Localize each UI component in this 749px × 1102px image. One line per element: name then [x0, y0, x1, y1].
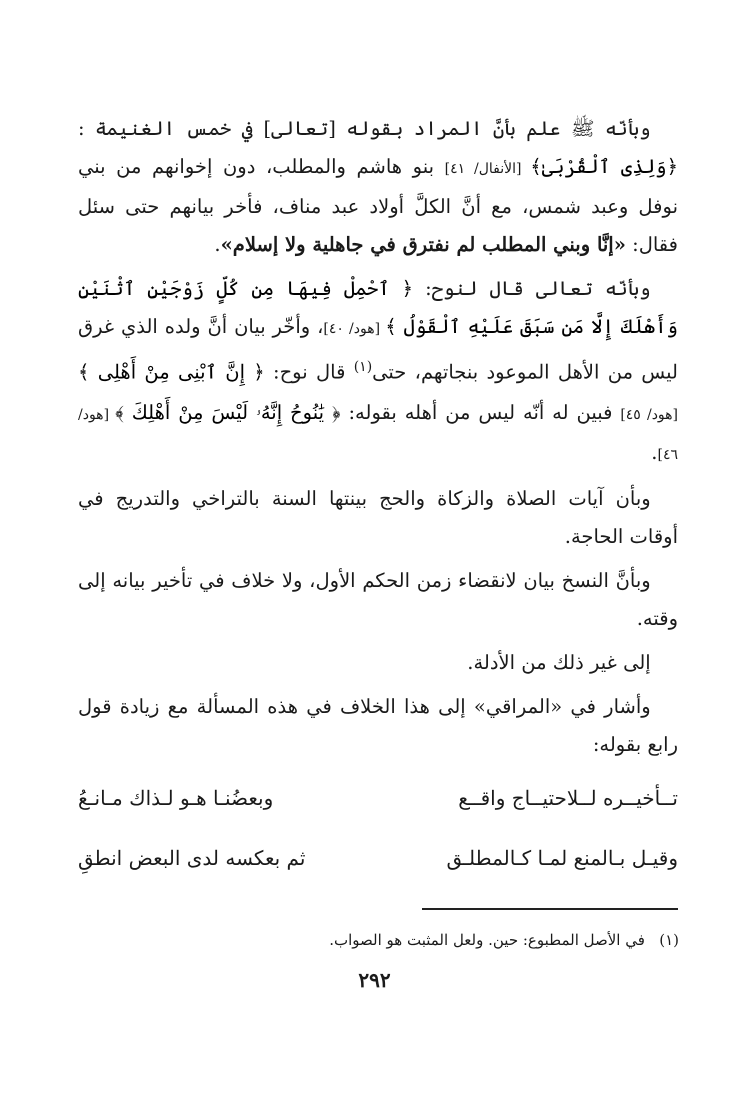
quran-quote: ﴿وَلِذِى ٱلْقُرْبَىٰ﴾: [530, 155, 678, 178]
footnote-text: في الأصل المطبوع: حين. ولعل المثبت هو الصواب.: [329, 931, 645, 949]
paragraph-3: وبأن آيات الصلاة والزكاة والحج بينتها السنة بالتراخي والتدريج في أوقات الحاجة.: [78, 486, 678, 548]
footnote-marker: (١): [353, 359, 373, 375]
quran-quote: ﴿ يَٰنُوحُ إِنَّهُۥ لَيْسَ مِنْ أَهْلِكَ ﴾: [115, 400, 341, 424]
hadith-quote: «إنَّا وبني المطلب لم نفترق في جاهلية ولا إسلام»: [220, 233, 626, 256]
paragraph-4: وبأنَّ النسخ بيان لانقضاء زمن الحكم الأول، ولا خلاف في تأخير بيانه إلى وقته.: [78, 568, 678, 630]
poem-verse-2: [78, 838, 678, 894]
verse-second-hemistich: ثم بعكسه لدى البعض انطقِ: [78, 845, 306, 870]
footnote-number: (١): [659, 931, 679, 949]
verse-first-hemistich: وقيـل بـالمنع لمـا كـالمطلـق: [446, 845, 678, 870]
footnote: [79, 928, 679, 952]
verse-reference: [الأنفال/ ٤١]: [444, 161, 531, 177]
paragraph-6: وأشار في «المراقي» إلى هذا الخلاف في هذه المسألة مع زيادة قول رابع بقوله:: [78, 694, 678, 756]
verse-first-hemistich: تــأخيــره لــلاحتيــاج واقــع: [458, 785, 678, 810]
page-body: [78, 110, 678, 894]
verse-second-hemistich: وبعضُنـا هـو لـذاك مـانـعُ: [78, 785, 274, 810]
quran-quote: ﴿ ٱحْمِلْ فِيهَا مِن كُلٍّ زَوْجَيْنِ ٱثْنَيْنِ وَأَهْلَكَ إِلَّا مَن سَبَقَ عَلَيْهِ ٱلْقَوْلُ ﴾: [78, 277, 678, 338]
paragraph-2: وبأنّه تعالى قال لنوح: ﴿ ٱحْمِلْ فِيهَا مِن كُلٍّ زَوْجَيْنِ ٱثْنَيْنِ وَأَهْلَكَ إِلَّا مَن سَبَقَ عَلَيْهِ ٱلْقَوْلُ ﴾ [هود/ ٤٠]، وأخّر بيان أنَّ ولده الذي غرق ليس من الأهل الموعود بنجاتهم، حتى$^{(١)}$ قال نوح: ﴿ إِنَّ ٱبْنِى مِنْ أَهْلِى ﴾ [هود/ ٤٥] فبين له أنّه ليس من أهله بقوله: ﴿ يَٰنُوحُ إِنَّهُۥ لَيْسَ مِنْ أَهْلِكَ ﴾ [هود/ ٤٦].: [78, 277, 679, 464]
paragraph-5: إلى غير ذلك من الأدلة.: [467, 650, 651, 674]
verse-reference: [هود/ ٤٦]: [78, 406, 678, 463]
poem-verse-1: [78, 778, 678, 834]
page-number: ٢٩٢: [358, 968, 391, 992]
footnote-divider: [422, 908, 678, 910]
quran-quote: ﴿ إِنَّ ٱبْنِى مِنْ أَهْلِى ﴾: [78, 360, 265, 384]
verse-reference: [هود/ ٤٠]: [323, 321, 386, 337]
verse-reference: [هود/ ٤٥]: [620, 406, 679, 423]
paragraph-1: وبأنّه ﷺ علم بأنَّ المراد بقوله [تعالى] في خمس الغنيمة : ﴿وَلِذِى ٱلْقُرْبَىٰ﴾ [الأنفال/ ٤١] بنو هاشم والمطلب، دون إخوانهم من بني نوفل وعبد شمس، مع أنَّ الكلَّ أولاد عبد مناف، فأخر بيانهم حتى سئل فقال: «إنَّا وبني المطلب لم نفترق في جاهلية ولا إسلام».: [78, 117, 678, 256]
